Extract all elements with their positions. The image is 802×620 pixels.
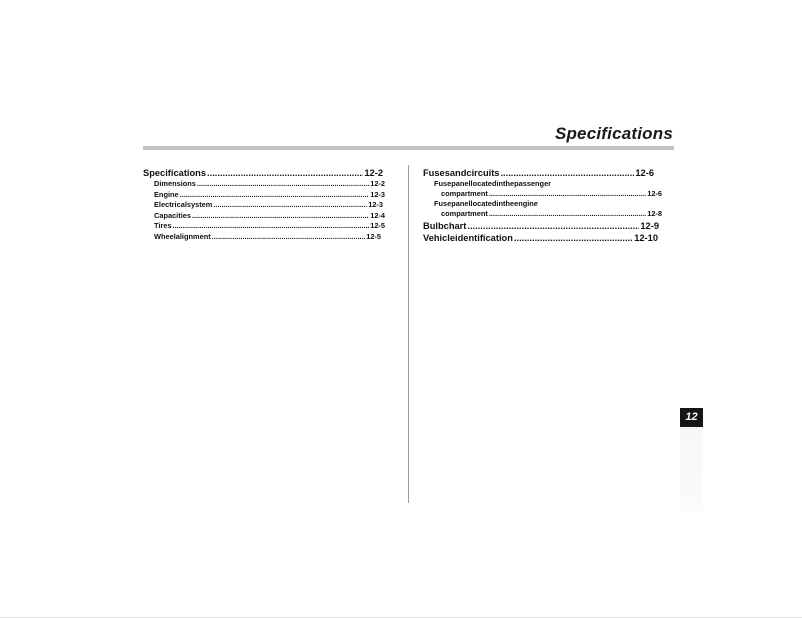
toc-left-column (143, 167, 385, 243)
toc-entry-engine[interactable] (143, 190, 385, 201)
toc-entry-electrical-system[interactable] (143, 200, 383, 211)
toc-entry-page: 12-2 (364, 168, 383, 178)
dot-leader (173, 221, 370, 232)
toc-entry-dimensions[interactable] (143, 179, 385, 190)
toc-entry-fuse-panel-passenger-cont[interactable] (423, 189, 662, 199)
toc-entry-title: Engine (154, 189, 179, 199)
toc-entry-title: Capacities (154, 210, 191, 220)
dot-leader (180, 190, 370, 201)
toc-entry-page: 12-6 (635, 168, 654, 178)
toc-entry-title: Fusesandcircuits (423, 168, 500, 178)
dot-leader (500, 167, 634, 179)
toc-entry-page: 12-3 (370, 189, 385, 199)
dot-leader (213, 200, 367, 211)
dot-leader (489, 189, 646, 199)
toc-entry-fuse-panel-engine[interactable] (423, 199, 663, 209)
page-bottom-line (0, 617, 802, 618)
toc-entry-specifications[interactable] (143, 167, 383, 179)
title-rule (143, 146, 674, 150)
dot-leader (207, 167, 363, 179)
toc-entry-title: Vehicleidentification (423, 232, 513, 243)
toc-entry-title: Dimensions (154, 179, 196, 188)
toc-entry-fuses-and-circuits[interactable] (423, 167, 654, 179)
dot-leader (197, 179, 369, 190)
dot-leader (489, 209, 646, 219)
toc-entry-fuse-panel-passenger[interactable] (423, 179, 663, 189)
dot-leader (514, 232, 633, 244)
toc-entry-page: 12-9 (640, 220, 659, 231)
toc-entry-page: 12-10 (634, 232, 658, 243)
toc-entry-title: Tires (154, 221, 172, 231)
toc-entry-bulb-chart[interactable] (423, 220, 659, 232)
toc-entry-fuse-panel-engine-cont[interactable] (423, 209, 662, 219)
toc-entry-page: 12-6 (647, 189, 662, 198)
toc-entry-title: Bulbchart (423, 220, 467, 231)
toc-entry-title: Specifications (143, 168, 207, 178)
toc-entry-tires[interactable] (143, 221, 385, 232)
toc-entry-page: 12-2 (370, 179, 385, 188)
dot-leader (192, 211, 369, 222)
toc-entry-title: Electricalsystem (154, 200, 213, 210)
toc-entry-title-cont: compartment (441, 189, 488, 198)
dot-leader (212, 232, 366, 243)
toc-entry-page: 12-5 (366, 231, 381, 241)
chapter-tab-strip (680, 427, 703, 512)
toc-entry-page: 12-8 (647, 209, 662, 219)
toc-entry-title: Fusepanellocatedinthepassenger (434, 179, 552, 188)
toc-entry-wheel-alignment[interactable] (143, 232, 381, 243)
chapter-tab[interactable]: 12 (680, 408, 703, 427)
toc-entry-title: Fusepanellocatedintheengine (434, 199, 538, 209)
toc-entry-page: 12-3 (368, 200, 383, 210)
toc-entry-page: 12-5 (370, 221, 385, 231)
toc-entry-capacities[interactable] (143, 211, 385, 222)
column-divider (408, 165, 409, 503)
page-title: Specifications (554, 124, 673, 143)
toc-entry-vehicle-identification[interactable] (423, 232, 658, 244)
toc-entry-page: 12-4 (370, 210, 385, 220)
toc-entry-title-cont: compartment (441, 209, 488, 219)
toc-right-column (423, 167, 663, 244)
toc-entry-title: Wheelalignment (154, 231, 211, 241)
dot-leader (467, 220, 639, 232)
